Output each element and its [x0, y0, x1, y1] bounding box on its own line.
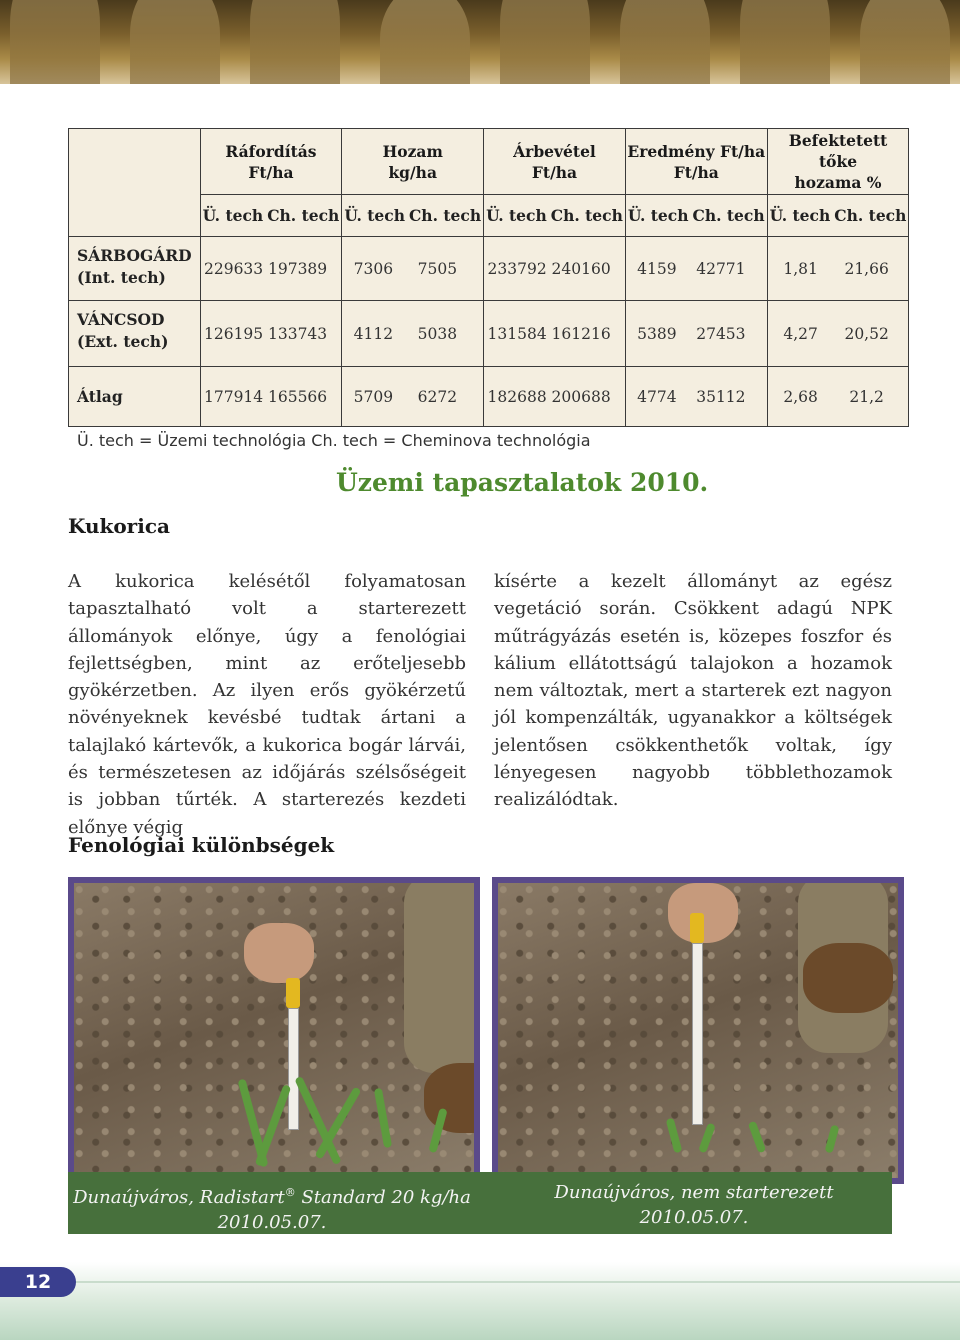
cell: 4112 5038	[342, 301, 484, 367]
corner-cell	[69, 129, 201, 237]
row-label: SÁRBOGÁRD (Int. tech)	[69, 237, 201, 301]
caption-no-starter: Dunaújváros, nem starterezett 2010.05.07.	[554, 1182, 834, 1228]
table-row	[69, 301, 909, 367]
cell: 177914 165566	[200, 367, 342, 427]
cell: 229633 197389	[200, 237, 342, 301]
cell: 4159 42771	[625, 237, 767, 301]
cell: 182688 200688	[484, 367, 626, 427]
table-row	[69, 237, 909, 301]
subheader: Ü. tech Ch. tech	[625, 195, 767, 237]
footer-band	[0, 1262, 960, 1340]
cell: 131584 161216	[484, 301, 626, 367]
header-revenue: Árbevétel Ft/ha	[484, 129, 626, 195]
table-row	[69, 367, 909, 427]
section-heading-corn: Kukorica	[68, 514, 170, 538]
page-number: 12	[0, 1267, 76, 1297]
header-yield: Hozam kg/ha	[342, 129, 484, 195]
table-legend: Ü. tech = Üzemi technológia Ch. tech = Cheminova technológia	[77, 431, 591, 450]
row-label: VÁNCSOD (Ext. tech)	[69, 301, 201, 367]
photo-radistart	[68, 877, 480, 1184]
photo-no-starter	[492, 877, 904, 1184]
cell: 5709 6272	[342, 367, 484, 427]
subheader: Ü. tech Ch. tech	[767, 195, 909, 237]
subheader: Ü. tech Ch. tech	[484, 195, 626, 237]
row-label: Átlag	[69, 367, 201, 427]
corn-field-banner	[0, 0, 960, 84]
header-input-cost: Ráfordítás Ft/ha	[200, 129, 342, 195]
text-column-right: kísérte a kezelt állományt az egész vegetáció során. Csökkent adagú NPK műtrágyázás esetén is, közepes foszfor és kálium ellátottságú talajokon a hozamok nem változtak, mert a starterek ezt nagyon jól kompenzálták, ugyanakkor a költségek jelentősen csökkenthetők voltak, így lényegesen nagyobb többlethozamok realizálódtak.	[494, 571, 892, 811]
caption-radistart: Dunaújváros, Radistart® Standard 20 kg/ha 2010.05.07.	[73, 1186, 471, 1233]
cell: 126195 133743	[200, 301, 342, 367]
subheader: Ü. tech Ch. tech	[200, 195, 342, 237]
header-result: Eredmény Ft/ha Ft/ha	[625, 129, 767, 195]
cell: 4,27 20,52	[767, 301, 909, 367]
section-heading-phenology: Fenológiai különbségek	[68, 833, 335, 857]
cell: 4774 35112	[625, 367, 767, 427]
results-table	[68, 128, 909, 427]
cell: 7306 7505	[342, 237, 484, 301]
page-title: Üzemi tapasztalatok 2010.	[336, 468, 709, 497]
header-return-on-capital: Befektetett tőke hozama %	[767, 129, 909, 195]
subheader: Ü. tech Ch. tech	[342, 195, 484, 237]
text-column-left: A kukorica kelésétől folyamatosan tapasztalható volt a starterezett állományok előnye, úgy a fenológiai fejlettségben, mint az erőteljesebb gyökérzetben. Az ilyen erős gyökérzetű növényeknek kevésbé tudtak ártani a talajlakó kártevők, a kukorica bogár lárvái, és természetesen az időjárás szélsőségeit is jobban tűrték. A starterezés kezdeti előnye végig	[68, 571, 466, 838]
cell: 233792 240160	[484, 237, 626, 301]
cell: 5389 27453	[625, 301, 767, 367]
cell: 1,81 21,66	[767, 237, 909, 301]
cell: 2,68 21,2	[767, 367, 909, 427]
